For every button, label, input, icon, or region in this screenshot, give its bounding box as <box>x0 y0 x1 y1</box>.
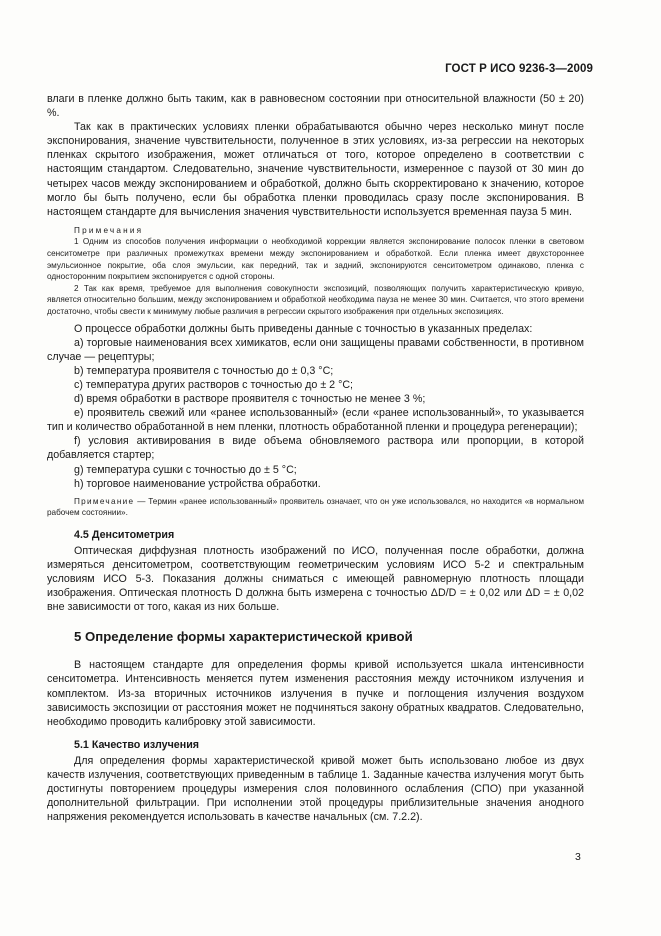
list-item-g: g) температура сушки с точностью до ± 5 °С; <box>74 463 297 476</box>
note-developer <box>47 496 584 519</box>
subsection-heading-4-5: 4.5 Денситометрия <box>74 528 175 541</box>
list-item-f: f) условия активирования в виде объема обновляемого раствора или пропорции, в которой добавляется стартер; <box>47 435 584 462</box>
paragraph: О процессе обработки должны быть приведены данные с точностью в указанных пределах: <box>74 322 533 335</box>
notes-heading: Примечания <box>74 225 144 235</box>
list-item-a: а) торговые наименования всех химикатов, если они защищены правами собственности, в противном случае — рецептуры; <box>47 336 584 363</box>
note-2: 2 Так как время, требуемое для выполнения совокупности экспозиций, позволяющих получить характеристическую кривую, является относительно большим, между экспонированием и обработкой необходима пауза не менее 30 мин. Считается, что этого времени достаточно, чтобы свести к минимуму любые различия в регрессии скрытого изображения при отдельных экспозициях. <box>47 283 584 316</box>
list-item-c: с) температура других растворов с точностью до ± 2 °С; <box>74 378 354 391</box>
note-1: 1 Одним из способов получения информации о необходимой коррекции является экспонирование полосок пленки в световом сенситометре при различных промежутках времени между экспонированием и обработкой. Если пленка имеет двухстороннее эмульсионное покрытие, оба слоя эмульсии, как передний, так и задний, экспонируются сенситометром одинаково, пленка с односторонним покрытием экспонируется с одной стороны. <box>47 237 584 282</box>
note-label: Примечание <box>74 496 135 506</box>
paragraph: Для определения формы характеристической кривой может быть использовано любое из двух качеств излучения, соответствующих приведенным в таблице 1. Заданные качества излучения могут быть достигнуты повторением процедуры измерения слоя половинного ослабления (СПО) при указанной дополнительной фильтрации. При исполнении этой процедуры приблизительные значения анодного напряжения рекомендуется использовать в качестве начальных (см. 7.2.2). <box>47 754 584 824</box>
section-heading-5: 5 Определение формы характеристической кривой <box>74 629 413 645</box>
paragraph: Оптическая диффузная плотность изображений по ИСО, полученная после обработки, должна измеряться денситометром, соответствующим геометрическим условиям ИСО 5-2 и спектральным условиям ИСО 5-3. Показания должны сниматься с имеющей равномерную плотность площади изображения. Оптическая плотность D должна быть измерена с точностью ΔD/D = ± 0,02 или ΔD = ± 0,02 вне зависимости от того, какая из них больше. <box>47 544 584 614</box>
list-item-b: b) температура проявителя с точностью до ± 0,3 °С; <box>74 364 334 377</box>
paragraph: Так как в практических условиях пленки обрабатываются обычно через несколько минут после экспонирования, значение чувствительности, полученное в этих условиях, из-за регрессии на некоторых пленках скрытого изображения, может отличаться от того, которое определено в соответствии с настоящим стандартом. Следовательно, значение чувствительности, измеренное с паузой от 30 мин до четырех часов между экспонированием и обработкой, должно быть скорректировано к значению, которое могло бы быть получено, если бы обработка пленки проводилась сразу после экспонирования. В настоящем стандарте для вычисления значения чувствительности используется временная пауза 5 мин. <box>47 121 584 218</box>
list-item-h: h) торговое наименование устройства обработки. <box>74 477 321 490</box>
page-number: 3 <box>575 851 581 863</box>
page-content <box>47 92 584 824</box>
document-header: ГОСТ Р ИСО 9236-3—2009 <box>445 63 593 75</box>
subsection-heading-5-1: 5.1 Качество излучения <box>74 738 200 751</box>
note-text: — Термин «ранее использованный» проявитель означает, что он уже использовался, но находится «в нормальном рабочем состоянии». <box>47 496 584 518</box>
paragraph: В настоящем стандарте для определения формы кривой используется шкала интенсивности сенситометра. Интенсивность меняется путем изменения расстояния между источником излучения и комплектом. Из-за вторичных источников излучения в пучке и поглощения излучения воздухом зависимость экспозиции от расстояния может не подчиняться закону обратных квадратов. Следовательно, необходимо проводить калибровку этой зависимости. <box>47 659 584 728</box>
list-item-e: е) проявитель свежий или «ранее использованный» (если «ранее использованный», то указывается тип и количество обработанной в нем пленки, плотность обработанной пленки и процедура регенерации); <box>47 407 584 434</box>
list-item-d: d) время обработки в растворе проявителя с точностью не менее 3 %; <box>74 393 426 406</box>
paragraph: влаги в пленке должно быть таким, как в равновесном состоянии при относительной влажности (50 ± 20) %. <box>47 93 584 120</box>
